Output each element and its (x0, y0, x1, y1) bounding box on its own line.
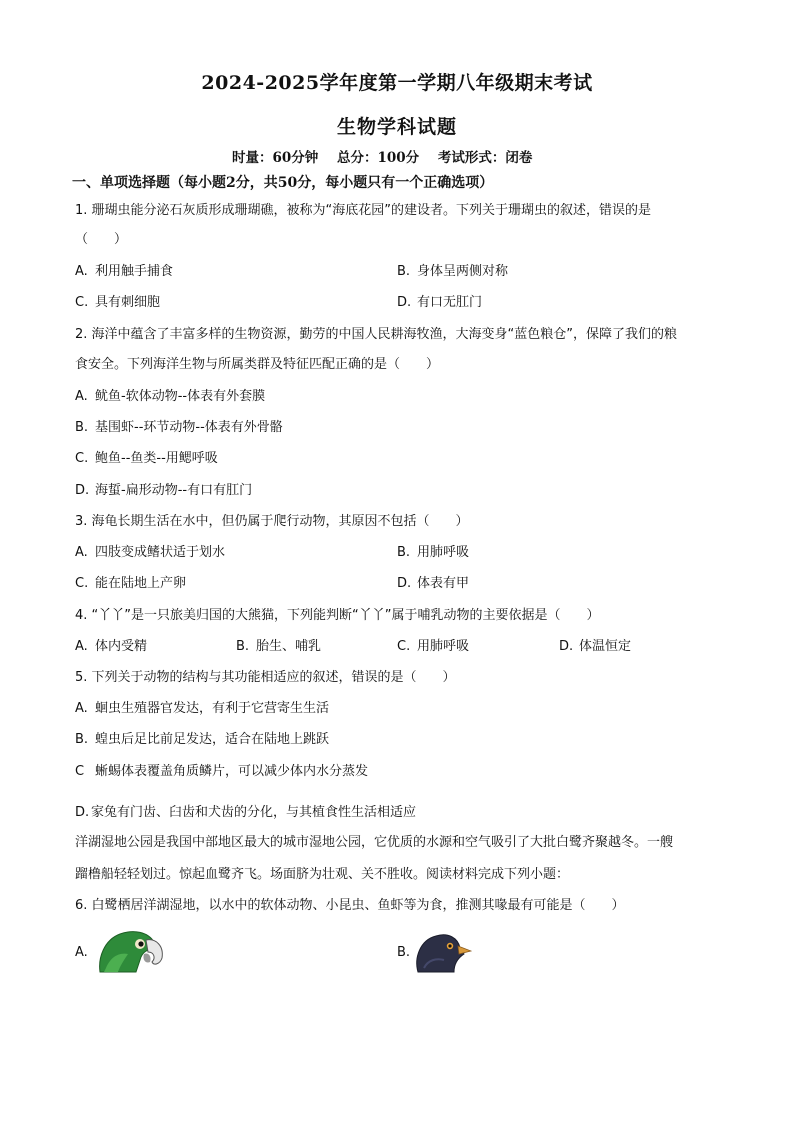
option-text: 身体呈两侧对称 (417, 264, 509, 279)
question-3-option-d (397, 575, 469, 593)
option-text: 蛔虫生殖器官发达，有利于它营寄生生活 (95, 701, 330, 716)
exam-meta (232, 146, 572, 166)
question-2-option-b (75, 419, 283, 437)
question-4-option-a (75, 638, 147, 656)
option-key: C. (75, 295, 89, 310)
question-1-line-2: （ ） (75, 232, 128, 247)
option-key: D. (75, 805, 90, 820)
option-key: A. (75, 639, 88, 654)
option-text: 具有刺细胞 (95, 295, 161, 310)
parrot-head-icon (96, 928, 166, 974)
option-key: C. (75, 451, 89, 466)
option-key: B. (397, 264, 411, 279)
question-6-option-a-label: A. (75, 945, 88, 960)
option-key: B. (75, 732, 89, 747)
option-text: 胎生、哺乳 (256, 639, 322, 654)
question-3-option-c (75, 575, 186, 593)
question-6-line-1: 6. 白鹭栖居洋湖湿地，以水中的软体动物、小昆虫、鱼虾等为食，推测其喙最有可能是（ ） (75, 898, 625, 913)
option-text: 蝗虫后足比前足发达，适合在陆地上跳跃 (95, 732, 330, 747)
option-text: 海蜇-扁形动物--有口有肛门 (95, 483, 253, 498)
question-5-line-1: 5. 下列关于动物的结构与其功能相适应的叙述，错误的是（ ） (75, 670, 456, 685)
option-key: D. (559, 639, 574, 654)
option-text: 利用触手捕食 (95, 264, 174, 279)
question-4-option-c (397, 638, 469, 656)
option-key: D. (397, 295, 412, 310)
option-text: 家兔有门齿、臼齿和犬齿的分化，与其植食性生活相适应 (91, 805, 417, 820)
exam-title: 2024-2025学年度第一学期八年级期末考试 (201, 72, 593, 94)
option-text: 四肢变成鳍状适于划水 (95, 545, 226, 560)
pigeon-head-icon (414, 930, 472, 974)
option-key: C. (75, 576, 89, 591)
material-line-2: 蹓橹船轻轻划过。惊起血鹭齐飞。场面脐为壮观、关不胜收。阅读材料完成下列小题： (75, 867, 570, 882)
question-2-line-2: 食安全。下列海洋生物与所属类群及特征匹配正确的是（ ） (75, 357, 440, 372)
option-text: 体内受精 (95, 639, 148, 654)
exam-form: 考试形式：闭卷 (437, 150, 533, 166)
material-line-1: 洋湖湿地公园是我国中部地区最大的城市湿地公园，它优质的水源和空气吸引了大批白鹭齐聚越冬。一艘 (75, 835, 674, 850)
question-1-option-a (75, 263, 173, 281)
question-5-option-d (75, 804, 416, 822)
option-key: A. (75, 701, 88, 716)
question-1-option-c (75, 294, 160, 312)
question-2-option-a (75, 388, 265, 406)
question-5-option-c (75, 763, 368, 781)
question-5-option-a (75, 700, 329, 718)
question-1-line-1: 1. 珊瑚虫能分泌石灰质形成珊瑚礁，被称为“海底花园”的建设者。下列关于珊瑚虫的叙述，错误的是 (75, 203, 652, 218)
option-text: 鲍鱼--鱼类--用鳃呼吸 (95, 451, 218, 466)
option-text: 用肺呼吸 (417, 545, 470, 560)
option-text: 有口无肛门 (417, 295, 483, 310)
exam-subtitle: 生物学科试题 (336, 116, 457, 138)
option-key: B. (75, 420, 89, 435)
option-text: 能在陆地上产卵 (95, 576, 187, 591)
option-key: A. (75, 545, 88, 560)
exam-time: 时量：60分钟 (232, 150, 319, 166)
question-4-line-1: 4. “丫丫”是一只旅美归国的大熊猫，下列能判断“丫丫”属于哺乳动物的主要依据是（ ） (75, 608, 600, 623)
question-4-option-b (236, 638, 321, 656)
option-text: 体温恒定 (579, 639, 632, 654)
question-3-option-b (397, 544, 469, 562)
option-text: 体表有甲 (417, 576, 470, 591)
question-2-line-1: 2. 海洋中蕴含了丰富多样的生物资源，勤劳的中国人民耕海牧渔，大海变身“蓝色粮仓”，保障了我们的粮 (75, 327, 678, 342)
option-key: C (75, 764, 85, 779)
question-1-option-d (397, 294, 482, 312)
question-3-line-1: 3. 海龟长期生活在水中，但仍属于爬行动物，其原因不包括（ ） (75, 514, 469, 529)
option-key: B. (397, 545, 411, 560)
option-text: 蜥蜴体表覆盖角质鳞片，可以减少体内水分蒸发 (95, 764, 369, 779)
option-key: B. (236, 639, 250, 654)
exam-score: 总分：100分 (337, 150, 420, 166)
question-3-option-a (75, 544, 225, 562)
question-6-option-b-label: B. (397, 945, 411, 960)
question-5-option-b (75, 731, 329, 749)
option-text: 基围虾--环节动物--体表有外骨骼 (95, 420, 283, 435)
option-text: 用肺呼吸 (417, 639, 470, 654)
question-4-option-d (559, 638, 631, 656)
option-text: 鱿鱼-软体动物--体表有外套膜 (95, 389, 266, 404)
option-key: A. (75, 389, 88, 404)
option-key: A. (75, 264, 88, 279)
option-key: D. (75, 483, 90, 498)
question-1-option-b (397, 263, 508, 281)
question-2-option-d (75, 482, 252, 500)
question-2-option-c (75, 450, 218, 468)
option-key: C. (397, 639, 411, 654)
option-key: D. (397, 576, 412, 591)
section-title: 一、单项选择题（每小题2分，共50分，每小题只有一个正确选项） (72, 175, 494, 191)
